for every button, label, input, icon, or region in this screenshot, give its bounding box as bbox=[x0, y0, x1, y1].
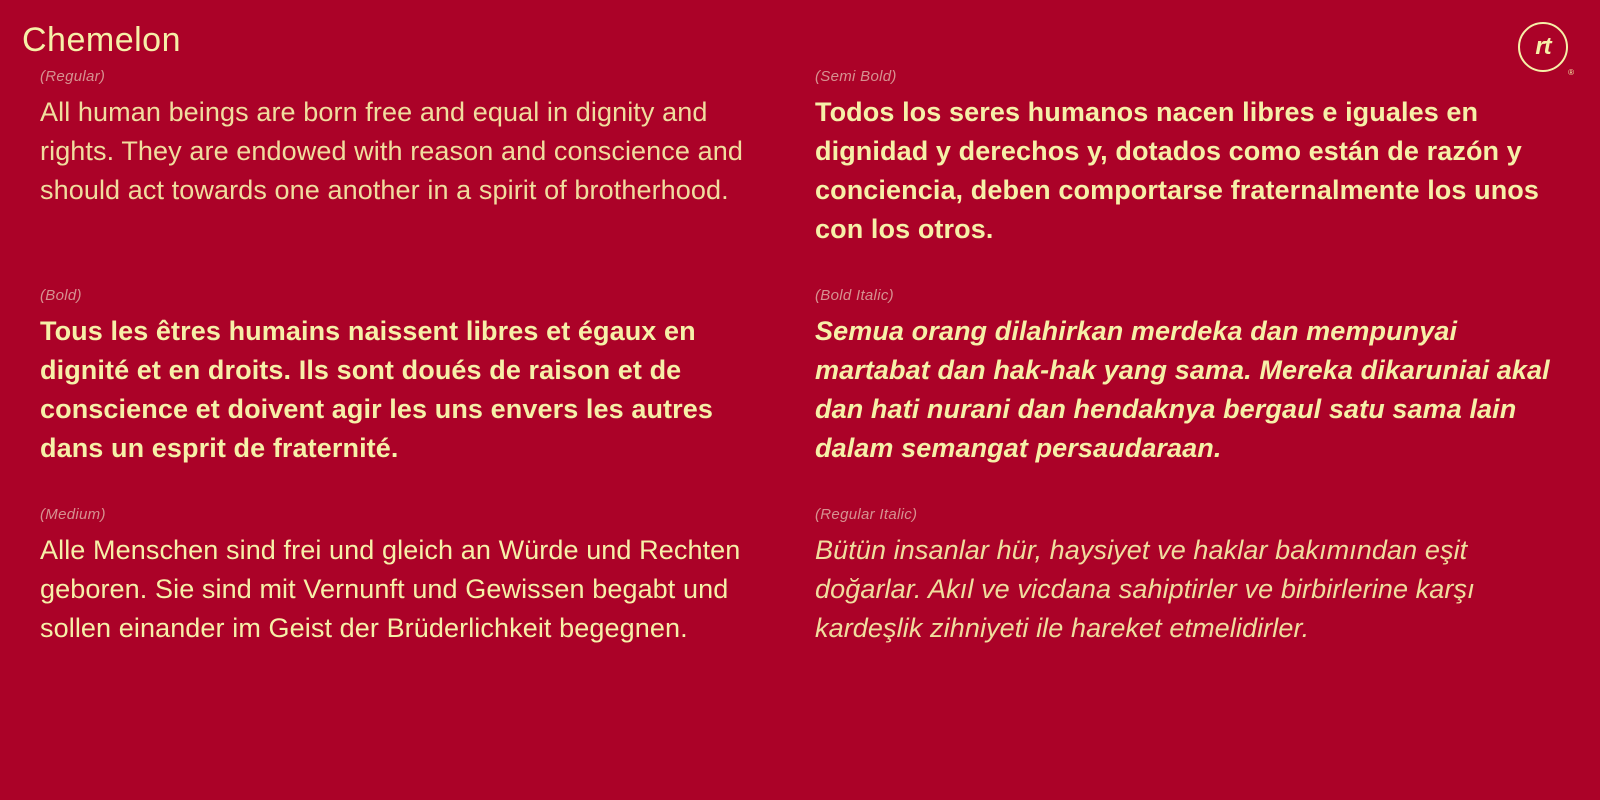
specimen-block-regular-italic bbox=[815, 506, 1570, 648]
specimen-label: (Bold) bbox=[40, 287, 82, 304]
specimen-block-medium bbox=[40, 506, 795, 648]
specimen-sample-text: Todos los seres humanos nacen libres e iguales en dignidad y derechos y, dotados como están de razón y conciencia, deben comportarse fraternalmente los unos con los otros. bbox=[815, 97, 1540, 244]
specimen-label: (Semi Bold) bbox=[815, 68, 897, 85]
specimen-block-regular bbox=[40, 68, 795, 249]
specimen-grid bbox=[40, 68, 1570, 648]
logo-monogram: rt bbox=[1535, 33, 1551, 60]
specimen-sample-text: Alle Menschen sind frei und gleich an Würde und Rechten geboren. Sie sind mit Vernunft und Gewissen begabt und sollen einander im Geist der Brüderlichkeit begegnen. bbox=[40, 535, 741, 643]
page-title: Chemelon bbox=[22, 21, 181, 59]
specimen-label: (Regular) bbox=[40, 68, 106, 85]
specimen-block-semibold bbox=[815, 68, 1570, 249]
specimen-label: (Bold Italic) bbox=[815, 287, 894, 304]
specimen-block-bold-italic bbox=[815, 287, 1570, 468]
specimen-sample-text: Bütün insanlar hür, haysiyet ve haklar bakımından eşit doğarlar. Akıl ve vicdana sahiptirler ve birbirlerine karşı kardeşlik zihniyeti ile hareket etmelidirler. bbox=[815, 535, 1475, 643]
specimen-sample-text: Tous les êtres humains naissent libres et égaux en dignité et en droits. Ils sont doués de raison et de conscience et doivent agir les uns envers les autres dans un esprit de fraternité. bbox=[40, 316, 713, 463]
specimen-sample-text: Semua orang dilahirkan merdeka dan mempunyai martabat dan hak-hak yang sama. Mereka dikaruniai akal dan hati nurani dan hendaknya bergaul satu sama lain dalam semangat persaudaraan. bbox=[815, 316, 1550, 463]
specimen-block-bold bbox=[40, 287, 795, 468]
specimen-sample-text: All human beings are born free and equal in dignity and rights. They are endowed with reason and conscience and should act towards one another in a spirit of brotherhood. bbox=[40, 97, 743, 205]
specimen-label: (Regular Italic) bbox=[815, 506, 918, 523]
registered-trademark-icon: ® bbox=[1568, 68, 1574, 77]
specimen-label: (Medium) bbox=[40, 506, 106, 523]
